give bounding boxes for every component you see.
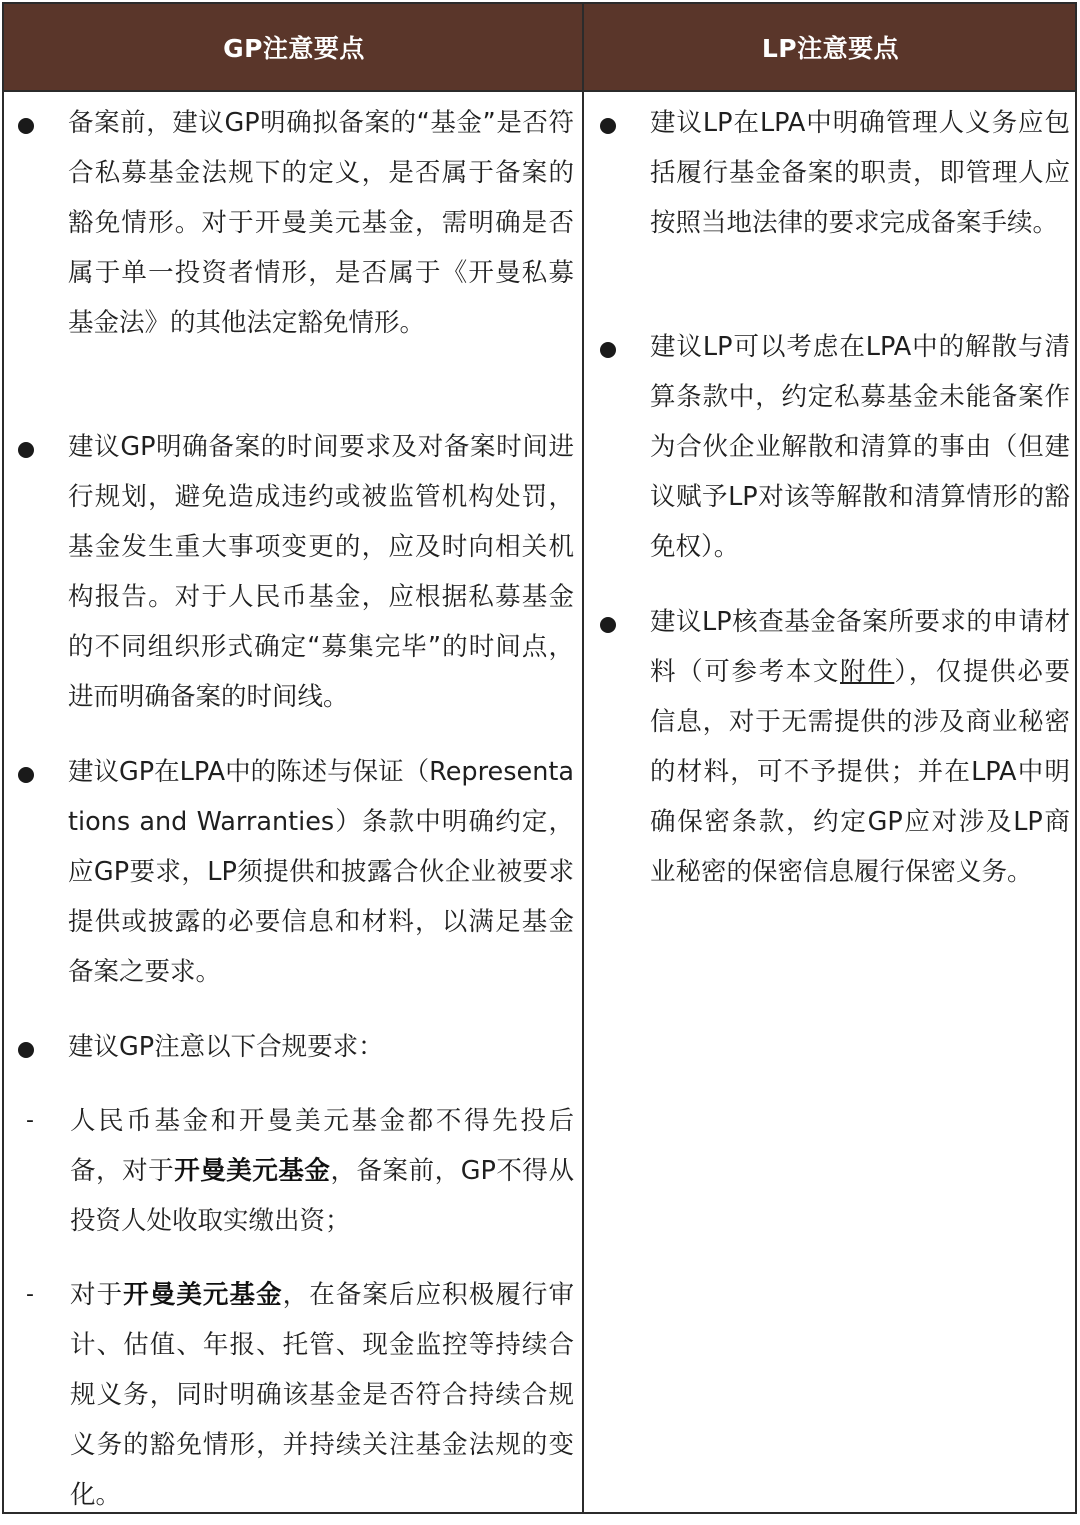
bold-text: 开曼美元基金 [123, 1280, 283, 1310]
bullet-icon [600, 118, 616, 134]
list-item-text: 建议GP在LPA中的陈述与保证（Representations and Warranties）条款中明确约定，应GP要求，LP须提供和披露合伙企业被要求提供或披露的必要信息和材料，以满足基金备案之要求。 [68, 757, 574, 987]
column-divider [582, 4, 584, 1512]
bullet-icon [600, 342, 616, 358]
list-item-text: 建议GP注意以下合规要求： [68, 1032, 384, 1062]
bullet-icon [18, 1042, 34, 1058]
list-item-text: 建议LP核查基金备案所要求的申请材料（可参考本文附件），仅提供必要信息，对于无需提供的涉及商业秘密的材料，可不予提供；并在LPA中明确保密条款，约定GP应对涉及LP商业秘密的保密信息履行保密义务。 [650, 607, 1070, 887]
list-item-text: 建议LP可以考虑在LPA中的解散与清算条款中，约定私募基金未能备案作为合伙企业解散和清算的事由（但建议赋予LP对该等解散和清算情形的豁免权）。 [650, 332, 1070, 562]
sub-list-item-text: 人民币基金和开曼美元基金都不得先投后备，对于开曼美元基金，备案前，GP不得从投资人处收取实缴出资； [70, 1106, 574, 1236]
bold-text: 开曼美元基金 [174, 1156, 331, 1186]
bullet-icon [18, 118, 34, 134]
list-item-text: 建议GP明确备案的时间要求及对备案时间进行规划，避免造成违约或被监管机构处罚，基金发生重大事项变更的，应及时向相关机构报告。对于人民币基金，应根据私募基金的不同组织形式确定“募集完毕”的时间点，进而明确备案的时间线。 [68, 432, 574, 712]
list-item-text: 备案前，建议GP明确拟备案的“基金”是否符合私募基金法规下的定义，是否属于备案的豁免情形。对于开曼美元基金，需明确是否属于单一投资者情形，是否属于《开曼私募基金法》的其他法定豁免情形。 [68, 108, 574, 338]
bullet-icon [18, 767, 34, 783]
table-header-row [4, 4, 1075, 92]
dash-marker: - [26, 1108, 34, 1133]
sub-list-item-text: 对于开曼美元基金，在备案后应积极履行审计、估值、年报、托管、现金监控等持续合规义务，同时明确该基金是否符合持续合规义务的豁免情形，并持续关注基金法规的变化。 [70, 1280, 574, 1510]
gp-column-header: GP注意要点 [223, 34, 365, 63]
dash-marker: - [26, 1282, 34, 1307]
comparison-table [2, 2, 1077, 1514]
attachment-link[interactable]: 附件 [840, 657, 895, 687]
lp-column-header: LP注意要点 [761, 34, 900, 63]
bullet-icon [600, 617, 616, 633]
bullet-icon [18, 442, 34, 458]
list-item-text: 建议LP在LPA中明确管理人义务应包括履行基金备案的职责，即管理人应按照当地法律的要求完成备案手续。 [650, 108, 1070, 238]
